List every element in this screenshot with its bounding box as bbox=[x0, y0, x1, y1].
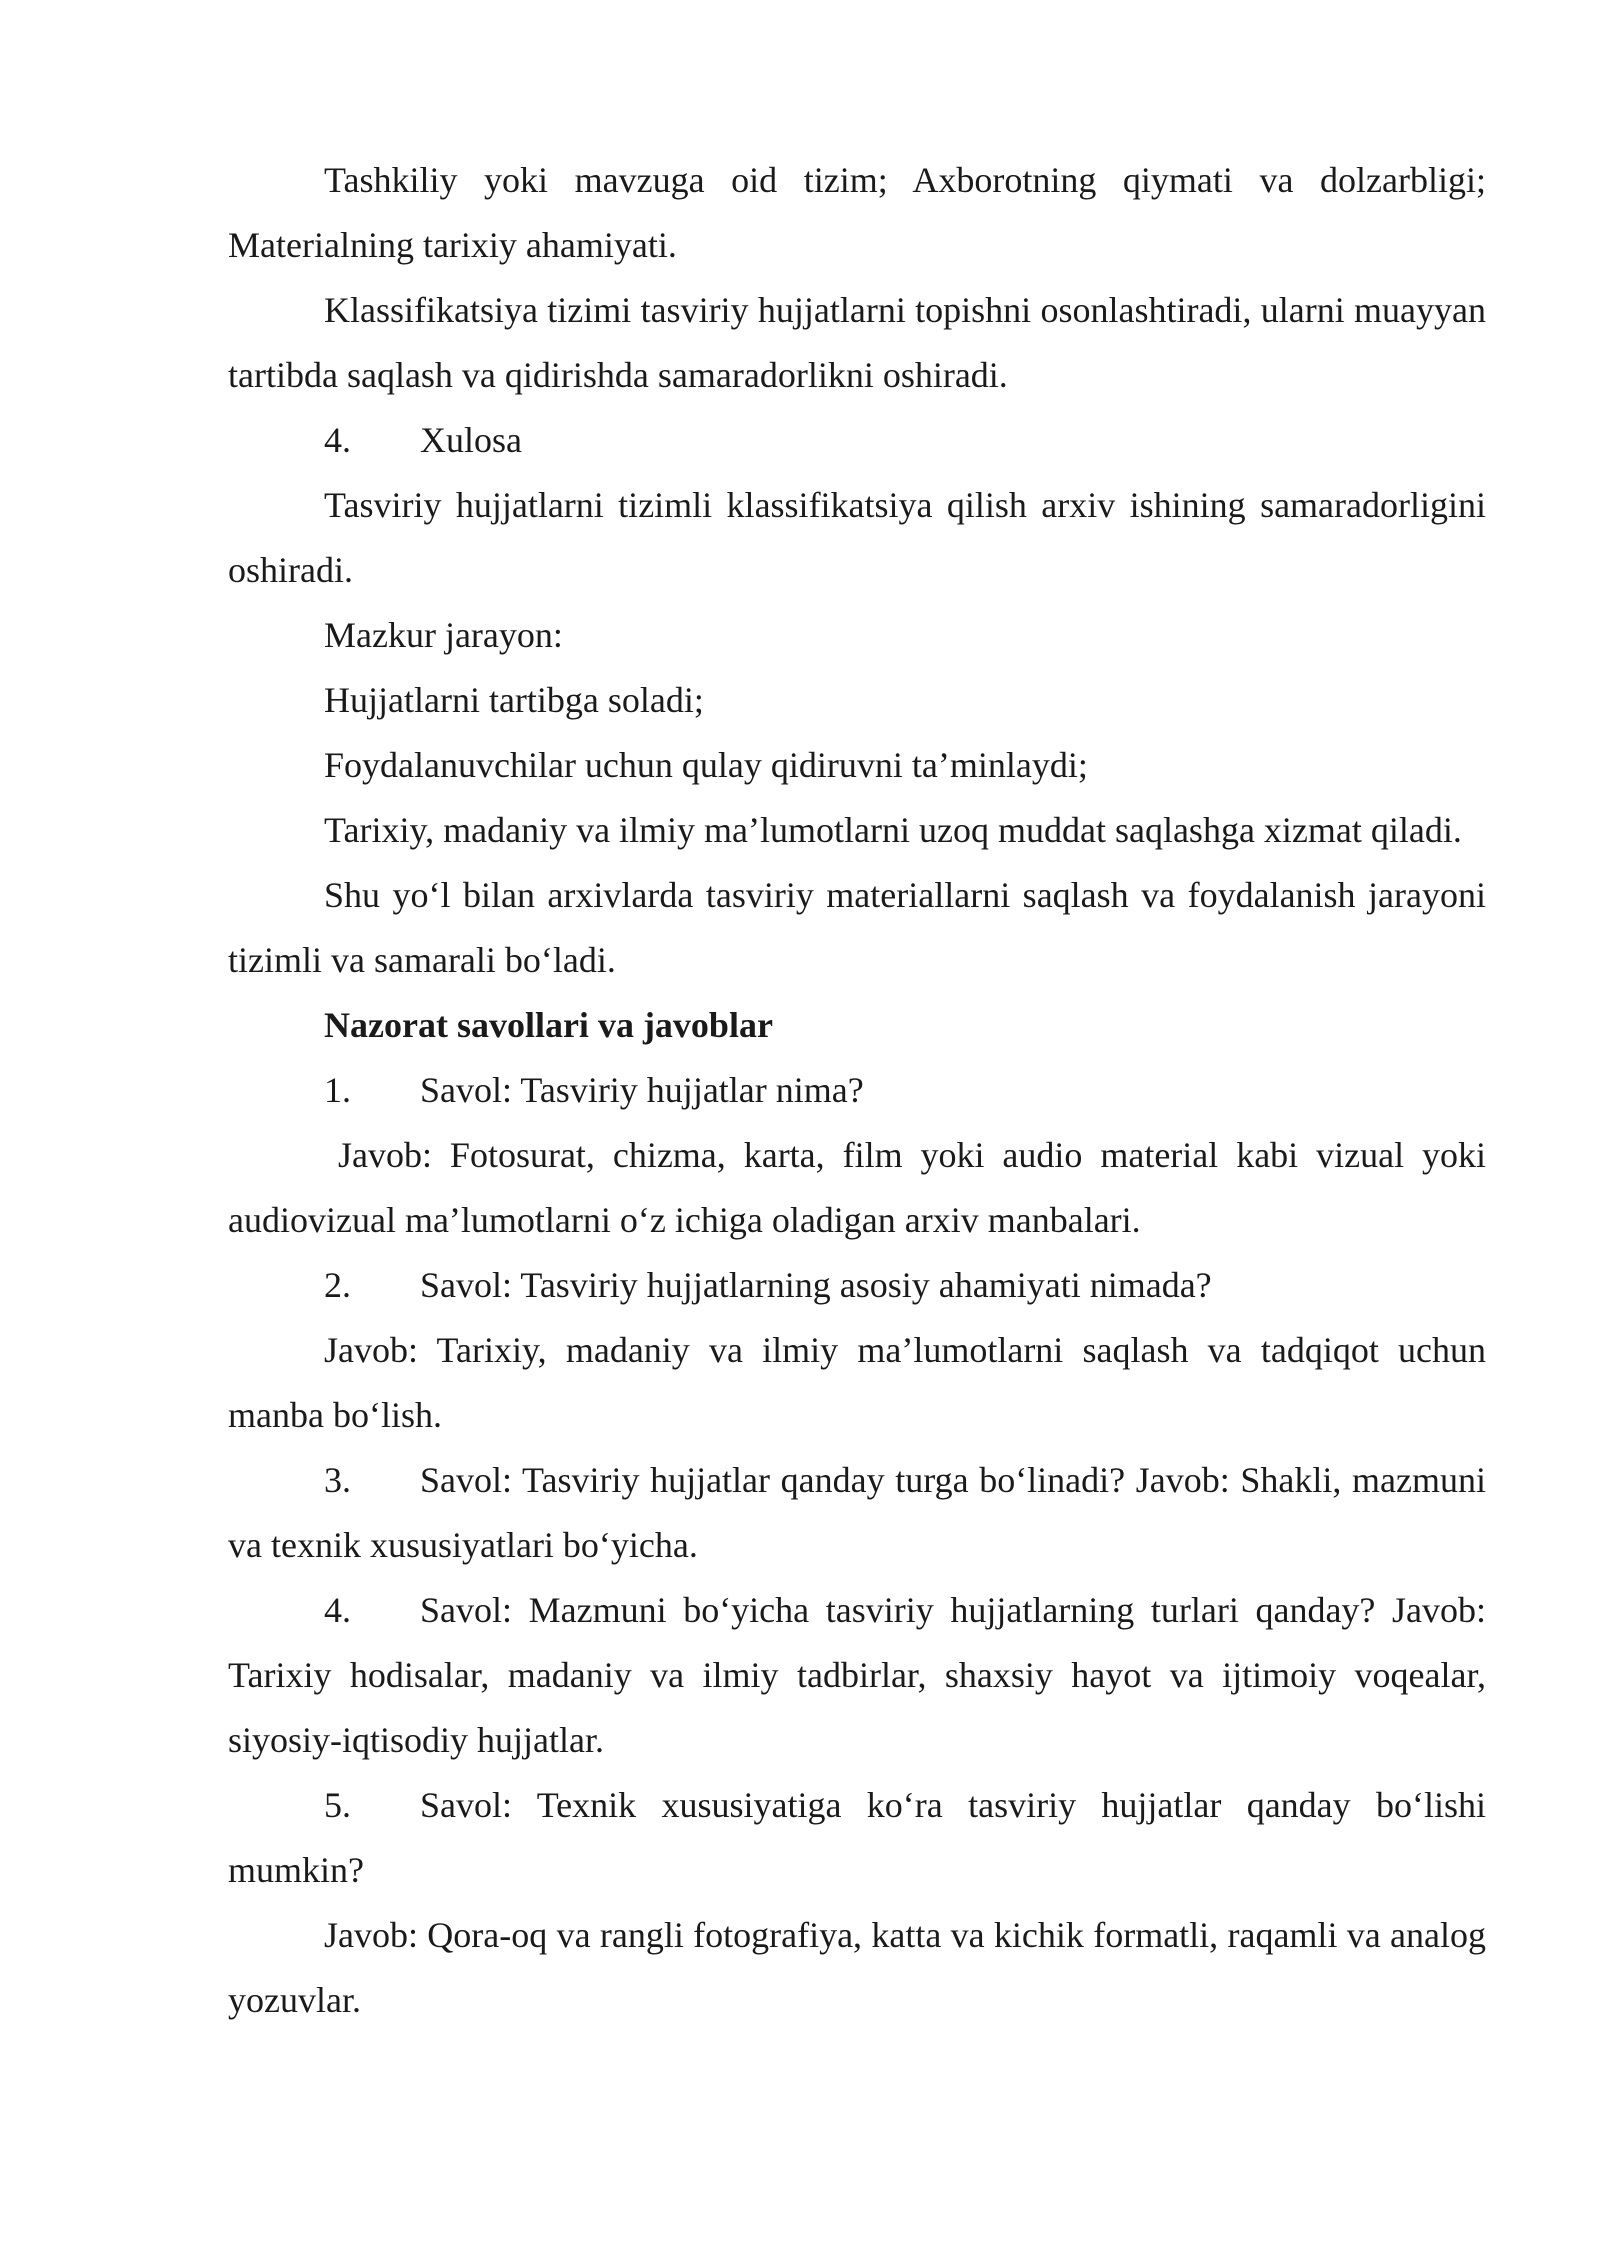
paragraph-summary: Shu yo‘l bilan arxivlarda tasviriy materiallarni saqlash va foydalanish jarayoni tizimli va samarali bo‘ladi. bbox=[228, 875, 1486, 980]
answer-5: Javob: Qora-oq va rangli fotografiya, katta va kichik formatli, raqamli va analog yozuvlar. bbox=[228, 1915, 1486, 2020]
question-5 bbox=[228, 1773, 1486, 1903]
question-text: Savol: Tasviriy hujjatlar nima? bbox=[420, 1070, 864, 1110]
paragraph-conclusion: Tasviriy hujjatlarni tizimli klassifikatsiya qilish arxiv ishining samaradorligini oshiradi. bbox=[228, 485, 1486, 590]
question-text: Savol: Texnik xususiyatiga ko‘ra tasviriy hujjatlar qanday bo‘lishi mumkin? bbox=[228, 1785, 1486, 1890]
paragraph-process-item-2: Foydalanuvchilar uchun qulay qidiruvni ta’minlaydi; bbox=[324, 745, 1088, 785]
question-number: 5. bbox=[324, 1785, 351, 1825]
answer-1 bbox=[228, 1123, 1486, 1253]
question-4 bbox=[228, 1578, 1486, 1773]
question-text: Savol: Tasviriy hujjatlar qanday turga bo‘linadi? Javob: Shakli, mazmuni va texnik xususiyatlari bo‘yicha. bbox=[228, 1460, 1486, 1565]
heading-control-questions: Nazorat savollari va javoblar bbox=[324, 1005, 773, 1045]
section-title: Xulosa bbox=[420, 420, 522, 460]
paragraph-process-item-1: Hujjatlarni tartibga soladi; bbox=[324, 680, 704, 720]
paragraph-process-item-3: Tarixiy, madaniy va ilmiy ma’lumotlarni uzoq muddat saqlashga xizmat qiladi. bbox=[324, 810, 1462, 850]
answer-text: Javob: Fotosurat, chizma, karta, film yoki audio material kabi vizual yoki audiovizual ma’lumotlarni o‘z ichiga oladigan arxiv manbalari. bbox=[228, 1135, 1486, 1240]
paragraph-classification: Klassifikatsiya tizimi tasviriy hujjatlarni topishni osonlashtiradi, ularni muayyan tartibda saqlash va qidirishda samaradorlikni oshiradi. bbox=[228, 290, 1486, 395]
question-number: 2. bbox=[324, 1265, 351, 1305]
paragraph-criteria: Tashkiliy yoki mavzuga oid tizim; Axborotning qiymati va dolzarbligi; Materialning tarixiy ahamiyati. bbox=[228, 160, 1486, 265]
paragraph-process-intro: Mazkur jarayon: bbox=[324, 615, 563, 655]
question-number: 1. bbox=[324, 1070, 351, 1110]
question-1 bbox=[228, 1058, 1486, 1123]
question-text: Savol: Tasviriy hujjatlarning asosiy ahamiyati nimada? bbox=[420, 1265, 1212, 1305]
question-number: 3. bbox=[324, 1460, 351, 1500]
question-text: Savol: Mazmuni bo‘yicha tasviriy hujjatlarning turlari qanday? Javob: Tarixiy hodisalar, madaniy va ilmiy tadbirlar, shaxsiy hayot va ijtimoiy voqealar, siyosiy-iqtisodiy hujjatlar. bbox=[228, 1590, 1486, 1760]
answer-2: Javob: Tarixiy, madaniy va ilmiy ma’lumotlarni saqlash va tadqiqot uchun manba bo‘lish. bbox=[228, 1330, 1486, 1435]
section-number: 4. bbox=[324, 420, 351, 460]
section-heading-conclusion bbox=[228, 408, 1486, 473]
question-2 bbox=[228, 1253, 1486, 1318]
question-3 bbox=[228, 1448, 1486, 1578]
question-number: 4. bbox=[324, 1590, 351, 1630]
